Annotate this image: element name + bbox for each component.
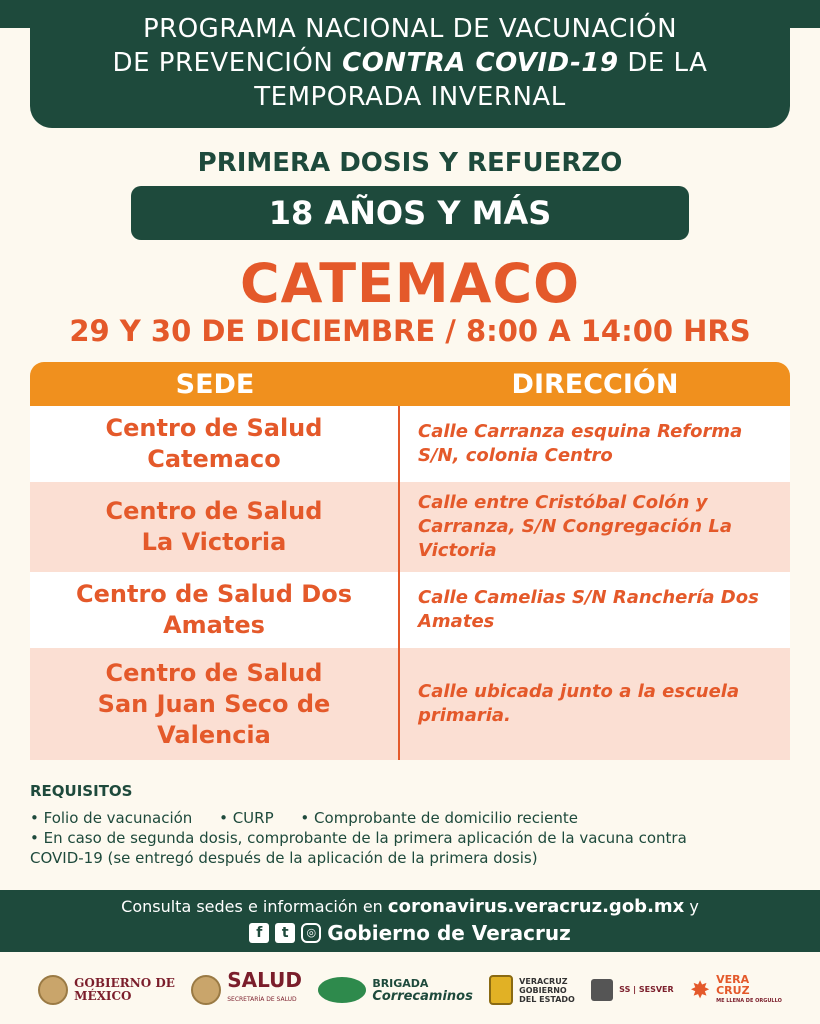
direccion-cell: Calle entre Cristóbal Colón y Carranza, S/N Congregación La Victoria <box>418 492 732 561</box>
logo-text: SECRETARÍA DE SALUD <box>227 996 297 1003</box>
locations-table <box>30 362 790 760</box>
instagram-icon[interactable]: ◎ <box>301 923 321 943</box>
star-pattern-icon: ✸ <box>689 976 711 1004</box>
table-row <box>30 482 790 572</box>
age-badge: 18 AÑOS Y MÁS <box>131 186 689 240</box>
logo-text: VERA <box>716 972 750 986</box>
logo-text: SALUD <box>227 968 302 992</box>
logo-text: SS <box>619 985 631 994</box>
direccion-cell: Calle Carranza esquina Reforma S/N, colonia Centro <box>418 421 743 466</box>
logos-row <box>0 962 820 1018</box>
logo-text: MÉXICO <box>74 989 132 1003</box>
logo-text: ME LLENA DE ORGULLO <box>716 997 782 1004</box>
banner-emphasis: CONTRA COVID-19 <box>342 48 619 78</box>
consult-text <box>0 890 820 917</box>
logo-text: GOBIERNO <box>519 985 567 995</box>
veracruz-gobierno-logo <box>489 975 575 1005</box>
table-row <box>30 648 790 760</box>
sede-line: Centro de Salud <box>105 414 323 442</box>
facebook-icon[interactable]: f <box>249 923 269 943</box>
sede-line: Centro de Salud Dos <box>76 580 352 608</box>
sede-line: Catemaco <box>147 445 281 473</box>
logo-text: Correcaminos <box>372 989 473 1004</box>
salud-logo <box>191 970 302 1010</box>
ss-sesver-logo: SS | SESVER <box>591 979 673 1001</box>
logo-text: SESVER <box>638 985 674 994</box>
program-banner <box>30 0 790 128</box>
veracruz-shield-icon <box>489 975 513 1005</box>
social-row <box>0 921 820 945</box>
logo-text: CRUZ <box>716 983 750 997</box>
brigada-logo <box>318 977 473 1003</box>
sede-line: Centro de Salud <box>105 658 323 687</box>
sede-cell <box>30 406 400 482</box>
sede-cell <box>30 482 400 572</box>
footer-bar <box>0 890 820 952</box>
banner-line-2-pre: DE PREVENCIÓN <box>112 48 343 78</box>
twitter-icon[interactable]: t <box>275 923 295 943</box>
dates-schedule: 29 Y 30 DE DICIEMBRE / 8:00 A 14:00 HRS <box>69 314 751 348</box>
consult-prefix: Consulta sedes e información en <box>121 897 388 916</box>
sede-cell <box>30 648 400 760</box>
ss-emblem-icon <box>591 979 613 1001</box>
header-sede: SEDE <box>175 369 255 400</box>
requirements-title: REQUISITOS <box>30 782 133 800</box>
requirement-item: • CURP <box>219 809 274 827</box>
city-title: CATEMACO <box>239 252 580 315</box>
sede-line: Valencia <box>157 720 271 749</box>
logo-text: DEL ESTADO <box>519 994 575 1004</box>
veracruz-orgullo-logo <box>690 974 782 1007</box>
sede-line: La Victoria <box>141 528 287 556</box>
dose-subtitle: PRIMERA DOSIS Y REFUERZO <box>197 148 623 178</box>
mexico-seal-icon <box>38 975 68 1005</box>
direccion-cell: Calle Camelias S/N Ranchería Dos Amates <box>418 587 759 632</box>
gobierno-mexico-logo <box>38 975 175 1005</box>
top-corner-left <box>0 0 30 28</box>
banner-line-3: TEMPORADA INVERNAL <box>254 82 566 112</box>
logo-text: BRIGADA <box>372 977 429 990</box>
banner-line-2 <box>30 46 790 80</box>
consult-suffix: y <box>684 897 699 916</box>
requirement-item: • Folio de vacunación <box>30 809 193 827</box>
requirement-item: • Comprobante de domicilio reciente <box>300 809 578 827</box>
requirement-item-continued: COVID-19 (se entregó después de la aplicación de la primera dosis) <box>30 849 538 867</box>
sede-line: Amates <box>163 611 265 639</box>
logo-text: VERACRUZ <box>519 976 568 986</box>
table-row <box>30 406 790 482</box>
table-header <box>30 362 790 406</box>
website-link[interactable]: coronavirus.veracruz.gob.mx <box>387 896 685 917</box>
sede-cell <box>30 572 400 648</box>
social-handle: Gobierno de Veracruz <box>327 921 571 945</box>
requirement-item: • En caso de segunda dosis, comprobante de la primera aplicación de la vacuna contra <box>30 829 687 847</box>
roadrunner-icon <box>318 977 366 1003</box>
logo-text: GOBIERNO DE <box>74 976 175 990</box>
direccion-cell: Calle ubicada junto a la escuela primaria. <box>418 681 740 726</box>
top-corner-right <box>790 0 820 28</box>
salud-seal-icon <box>191 975 221 1005</box>
sede-line: Centro de Salud <box>105 497 323 525</box>
banner-line-1: PROGRAMA NACIONAL DE VACUNACIÓN <box>142 14 678 44</box>
sede-line: San Juan Seco de <box>97 689 331 718</box>
header-direccion: DIRECCIÓN <box>511 369 679 400</box>
requirements-line <box>30 808 800 828</box>
table-row <box>30 572 790 648</box>
banner-line-2-post: DE LA <box>618 48 708 78</box>
requirements-section <box>30 782 800 868</box>
